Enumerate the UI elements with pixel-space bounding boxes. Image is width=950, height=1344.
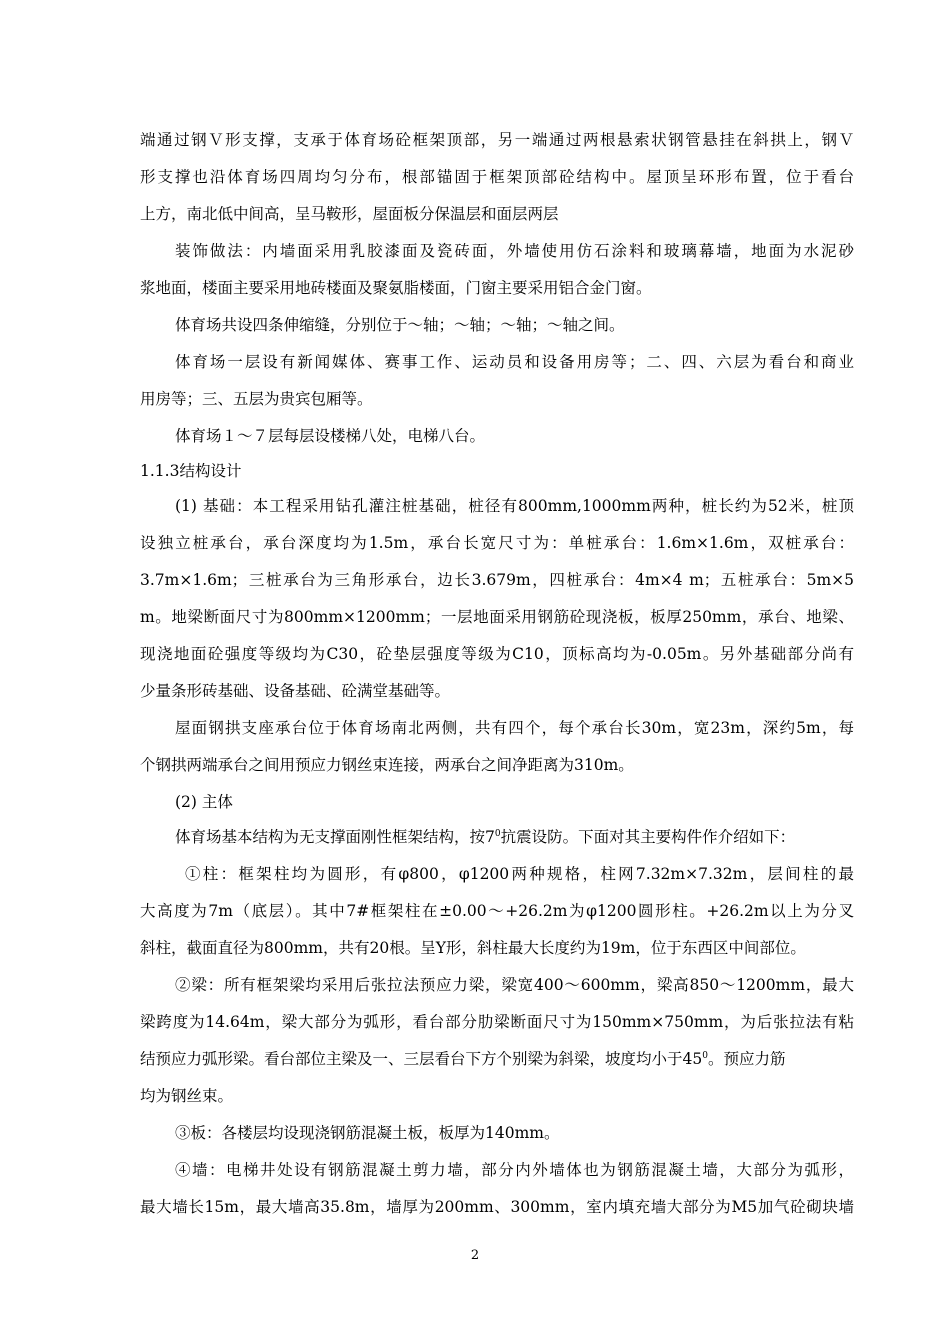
paragraph-line: 最大墙长15m，最大墙高35.8m，墙厚为200mm、300mm，室内填充墙大部分为M5加气砼砌块墙 bbox=[140, 1198, 854, 1216]
paragraph-line: 3.7m×1.6m；三桩承台为三角形承台，边长3.679m，四桩承台：4m×4 m；五桩承台：5m×5 bbox=[140, 571, 854, 589]
paragraph-line: ④墙：电梯井处设有钢筋混凝土剪力墙，部分内外墙体也为钢筋混凝土墙，大部分为弧形， bbox=[175, 1161, 854, 1179]
text-run: 体育场基本结构为无支撑面刚性框架结构，按7 bbox=[175, 828, 495, 846]
text-run: 抗震设防。下面对其主要构件作介绍如下： bbox=[500, 828, 796, 846]
paragraph-line: m。地梁断面尺寸为800mm×1200mm；一层地面采用钢筋砼现浇板，板厚250mm，承台、地梁、 bbox=[140, 608, 854, 626]
superscript: 0 bbox=[702, 1050, 708, 1061]
subsection-heading: (2) 主体 bbox=[175, 793, 233, 811]
paragraph-line: 用房等；三、五层为贵宾包厢等。 bbox=[140, 390, 373, 408]
paragraph-line: (1) 基础：本工程采用钻孔灌注桩基础，桩径有800mm,1000mm两种，桩长约为52米，桩顶 bbox=[175, 497, 854, 515]
paragraph-line: 体育场共设四条伸缩缝，分别位于～轴；～轴；～轴；～轴之间。 bbox=[175, 316, 625, 334]
paragraph-line: ①柱：框架柱均为圆形，有φ800，φ1200两种规格，柱网7.32m×7.32m，层间柱的最 bbox=[185, 865, 854, 883]
paragraph-line: 装饰做法：内墙面采用乳胶漆面及瓷砖面，外墙使用仿石涂料和玻璃幕墙，地面为水泥砂 bbox=[175, 242, 854, 260]
section-heading: 1.1.3结构设计 bbox=[140, 462, 242, 480]
text-run: 。预应力筋 bbox=[707, 1050, 786, 1068]
paragraph-line bbox=[140, 1048, 854, 1070]
paragraph-line: ②梁：所有框架梁均采用后张拉法预应力梁，梁宽400～600mm，梁高850～1200mm，最大 bbox=[175, 976, 854, 994]
paragraph-line: 端通过钢Ｖ形支撑，支承于体育场砼框架顶部，另一端通过两根悬索状钢管悬挂在斜拱上，钢Ｖ bbox=[140, 131, 854, 149]
paragraph-line: 设独立桩承台，承台深度均为1.5m，承台长宽尺寸为：单桩承台：1.6m×1.6m，双桩承台： bbox=[140, 534, 854, 552]
paragraph-line: 大高度为7m（底层）。其中7#框架柱在±0.00～+26.2m为φ1200圆形柱。+26.2m以上为分叉 bbox=[140, 902, 854, 920]
paragraph-line: 上方，南北低中间高，呈马鞍形，屋面板分保温层和面层两层 bbox=[140, 205, 559, 223]
paragraph-line: 体育场１～７层每层设楼梯八处，电梯八台。 bbox=[175, 427, 486, 445]
paragraph-line: 斜柱，截面直径为800mm，共有20根。呈Y形，斜柱最大长度约为19m，位于东西区中间部位。 bbox=[140, 939, 806, 957]
paragraph-line bbox=[175, 826, 854, 848]
paragraph-line: 形支撑也沿体育场四周均匀分布，根部锚固于框架顶部砼结构中。屋顶呈环形布置，位于看台 bbox=[140, 168, 854, 186]
paragraph-line: 个钢拱两端承台之间用预应力钢丝束连接，两承台之间净距离为310m。 bbox=[140, 756, 634, 774]
paragraph-line: 均为钢丝束。 bbox=[140, 1087, 234, 1105]
page-number: 2 bbox=[470, 1248, 480, 1263]
paragraph-line: 现浇地面砼强度等级均为C30，砼垫层强度等级为C10，顶标高均为-0.05m。另外基础部分尚有 bbox=[140, 645, 854, 663]
paragraph-line: 屋面钢拱支座承台位于体育场南北两侧，共有四个，每个承台长30m，宽23m，深约5m，每 bbox=[175, 719, 854, 737]
paragraph-line: ③板：各楼层均设现浇钢筋混凝土板，板厚为140mm。 bbox=[175, 1124, 560, 1142]
text-run: 结预应力弧形梁。看台部位主梁及一、三层看台下方个别梁为斜梁，坡度均小于45 bbox=[140, 1050, 703, 1068]
paragraph-line: 体育场一层设有新闻媒体、赛事工作、运动员和设备用房等；二、四、六层为看台和商业 bbox=[175, 353, 854, 371]
paragraph-line: 梁跨度为14.64m，梁大部分为弧形，看台部分肋梁断面尺寸为150mm×750mm，为后张拉法有粘 bbox=[140, 1013, 854, 1031]
superscript: 0 bbox=[494, 828, 501, 839]
paragraph-line: 少量条形砖基础、设备基础、砼满堂基础等。 bbox=[140, 682, 451, 700]
paragraph-line: 浆地面，楼面主要采用地砖楼面及聚氨脂楼面，门窗主要采用铝合金门窗。 bbox=[140, 279, 652, 297]
